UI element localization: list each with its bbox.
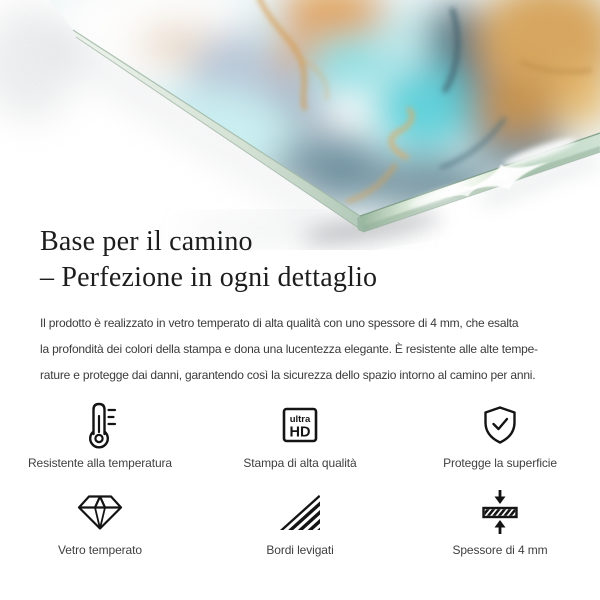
thermometer-icon [83, 398, 117, 452]
feature-thickness-4mm [400, 485, 600, 558]
feature-tempered-glass [0, 485, 200, 558]
feature-label: Spessore di 4 mm [452, 543, 548, 557]
feature-protects-surface [400, 398, 600, 471]
feature-label: Protegge la superficie [443, 456, 557, 470]
description-line: la profondità dei colori della stampa e dona una lucentezza elegante. È resistente alle alte tempe- [40, 342, 538, 356]
glass-panel-image [0, 0, 600, 250]
description-line: Il prodotto è realizzato in vetro temperato di alta qualità con uno spessore di 4 mm, che esalta [40, 316, 519, 330]
feature-polished-edges [200, 485, 400, 558]
title-line-2: – Perfezione in ogni dettaglio [40, 262, 378, 293]
feature-label: Vetro temperato [58, 543, 142, 557]
svg-text:HD: HD [289, 424, 311, 441]
product-photo [0, 0, 600, 250]
ultra-hd-icon [280, 398, 320, 452]
feature-print-quality [200, 398, 400, 471]
glass-panel-artwork [0, 0, 600, 250]
product-description [40, 310, 565, 388]
feature-grid [0, 398, 600, 558]
thickness-4mm-icon [480, 485, 520, 539]
description-line: rature e protegge dai danni, garantendo così la sicurezza dello spazio intorno al camino per anni. [40, 368, 536, 382]
feature-label: Resistente alla temperatura [27, 456, 173, 470]
shield-check-icon [481, 398, 519, 452]
title-line-1: Base per il camino [40, 226, 253, 257]
page-title [40, 224, 377, 296]
feature-label: Bordi levigati [266, 543, 334, 557]
polished-edges-icon [278, 485, 322, 539]
svg-text:ultra: ultra [289, 414, 311, 425]
feature-temperature-resistant [0, 398, 200, 471]
feature-label: Stampa di alta qualità [243, 456, 357, 470]
diamond-icon [76, 485, 124, 539]
